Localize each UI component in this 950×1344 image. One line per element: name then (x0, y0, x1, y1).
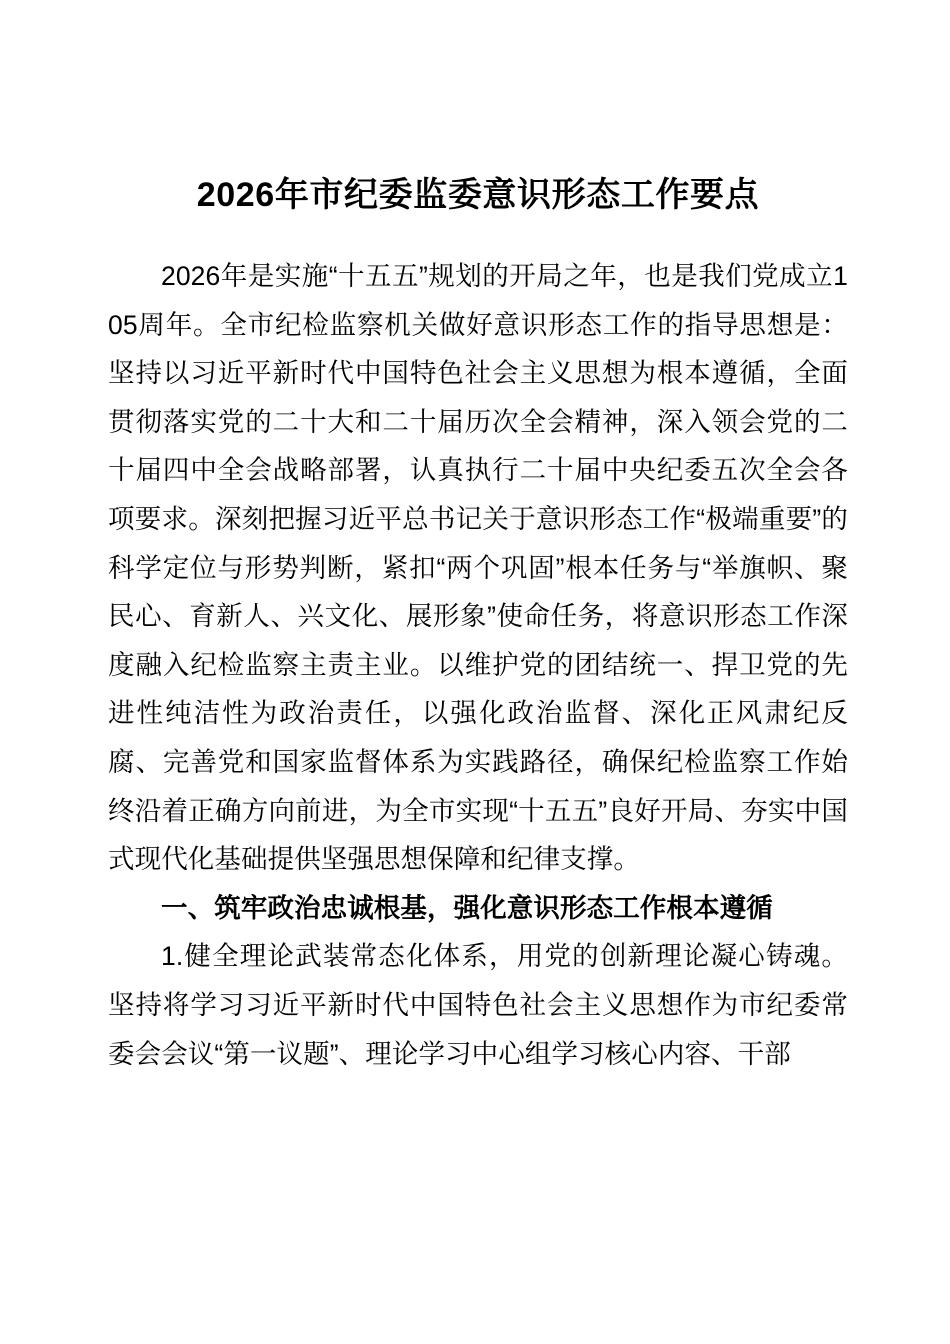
item-1: 1.健全理论武装常态化体系，用党的创新理论凝心铸魂。坚持将学习习近平新时代中国特色社会主义思想作为市纪委常委会会议“第一议题”、理论学习中心组学习核心内容、干部 (108, 941, 848, 1069)
intro-paragraph: 2026年是实施“十五五”规划的开局之年，也是我们党成立105周年。全市纪检监察机关做好意识形态工作的指导思想是：坚持以习近平新时代中国特色社会主义思想为根本遵循，全面贯彻落实党的二十大和二十届历次全会精神，深入领会党的二十届四中全会战略部署，认真执行二十届中央纪委五次全会各项要求。深刻把握习近平总书记关于意识形态工作“极端重要”的科学定位与形势判断，紧扣“两个巩固”根本任务与“举旗帜、聚民心、育新人、兴文化、展形象”使命任务，将意识形态工作深度融入纪检监察主责主业。以维护党的团结统一、捍卫党的先进性纯洁性为政治责任，以强化政治监督、深化正风肃纪反腐、完善党和国家监督体系为实践路径，确保纪检监察工作始终沿着正确方向前进，为全市实现“十五五”良好开局、夯实中国式现代化基础提供坚强思想保障和纪律支撑。 (108, 261, 848, 875)
page-title: 2026年市纪委监委意识形态工作要点 (196, 176, 760, 214)
document-body (108, 252, 848, 1078)
section-heading-1: 一、筑牢政治忠诚根基，强化意识形态工作根本遵循 (161, 892, 773, 923)
